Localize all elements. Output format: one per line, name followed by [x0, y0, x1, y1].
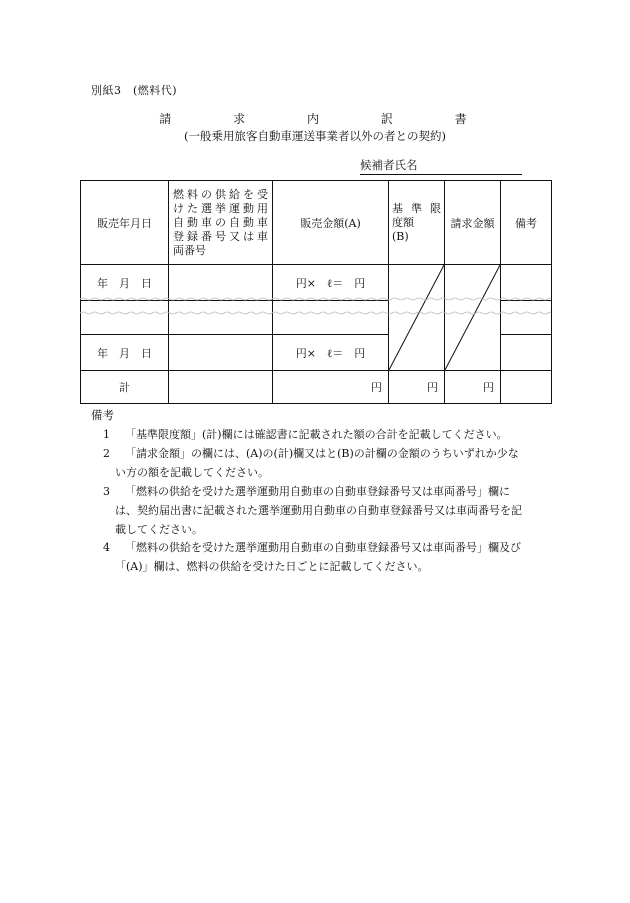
total-row [81, 371, 552, 404]
title-char: 書 [454, 112, 471, 126]
header-vehicle: 燃料の供給を受 けた選挙運動用 自動車の自動車 登録番号又は車 両番号 [169, 181, 273, 265]
row-vehicle[interactable] [169, 335, 273, 371]
row-date[interactable]: 年 月 日 [81, 335, 169, 371]
header-claim: 請求金額 [445, 181, 501, 265]
title-char: 請 [159, 112, 176, 126]
total-label: 計 [81, 371, 169, 404]
total-sales[interactable]: 円 [273, 371, 389, 404]
header-row [81, 181, 552, 265]
total-vehicle [169, 371, 273, 404]
row-amount[interactable]: 円× ℓ＝ 円 [273, 265, 389, 301]
total-remarks [501, 371, 552, 404]
row-remarks[interactable] [501, 335, 552, 371]
document-subtitle: (一般乗用旅客自動車運送事業者以外の者との契約) [184, 129, 446, 143]
form-label: 別紙3 (燃料代) [91, 84, 178, 97]
title-char: 訳 [380, 112, 397, 126]
row-break-mark [80, 293, 551, 319]
total-claim[interactable]: 円 [445, 371, 501, 404]
title-char: 求 [233, 112, 250, 126]
candidate-name-field[interactable]: 候補者氏名 [360, 157, 522, 175]
invoice-table [80, 180, 552, 404]
row-date[interactable]: 年 月 日 [81, 265, 169, 301]
header-remarks: 備考 [501, 181, 552, 265]
row-amount[interactable]: 円× ℓ＝ 円 [273, 335, 389, 371]
total-limit[interactable]: 円 [389, 371, 445, 404]
header-sales-amount: 販売金額(A) [273, 181, 389, 265]
title-char: 内 [306, 112, 323, 126]
header-date: 販売年月日 [81, 181, 169, 265]
header-limit: 基準限 度額 (B) [389, 181, 445, 265]
notes-title: 備考 [91, 408, 114, 422]
document-title [0, 110, 630, 127]
